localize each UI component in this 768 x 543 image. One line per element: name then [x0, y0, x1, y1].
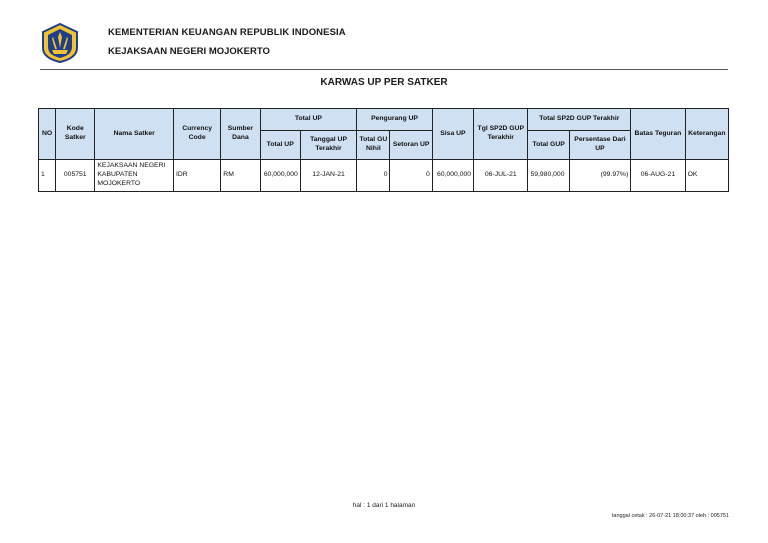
col-group-total-sp2d-gup: Total SP2D GUP Terakhir	[528, 109, 631, 131]
cell-total-gu-nihil: 0	[357, 160, 390, 192]
cell-no: 1	[39, 160, 56, 192]
col-header-sisa-up: Sisa UP	[432, 109, 473, 160]
col-header-currency-code: Currency Code	[173, 109, 220, 160]
org-name-ministry: KEMENTERIAN KEUANGAN REPUBLIK INDONESIA	[108, 27, 346, 38]
col-header-batas-teguran: Batas Teguran	[631, 109, 685, 160]
col-header-kode-satker: Kode Satker	[56, 109, 95, 160]
col-header-tgl-sp2d-gup: Tgl SP2D GUP Terakhir	[474, 109, 528, 160]
col-header-total-gu-nihil: Total GU Nihil	[357, 131, 390, 160]
col-header-sumber-dana: Sumber Dana	[221, 109, 260, 160]
cell-sumber-dana: RM	[221, 160, 260, 192]
col-header-total-up: Total UP	[260, 131, 300, 160]
cell-sisa-up: 60,000,000	[432, 160, 473, 192]
col-group-pengurang-up: Pengurang UP	[357, 109, 433, 131]
org-name-office: KEJAKSAAN NEGERI MOJOKERTO	[108, 46, 270, 57]
table-row	[39, 160, 729, 192]
report-title: KARWAS UP PER SATKER	[320, 77, 448, 88]
cell-persentase-dari-up: (99.97%)	[569, 160, 630, 192]
cell-keterangan: OK	[685, 160, 728, 192]
cell-tgl-sp2d-gup: 06-JUL-21	[474, 160, 528, 192]
kemenkeu-logo-icon	[40, 23, 80, 63]
cell-currency-code: IDR	[173, 160, 220, 192]
col-header-no: NO	[39, 109, 56, 160]
col-header-nama-satker: Nama Satker	[95, 109, 174, 160]
col-group-total-up: Total UP	[260, 109, 357, 131]
cell-kode-satker: 005751	[56, 160, 95, 192]
header-divider	[40, 69, 728, 70]
cell-setoran-up: 0	[390, 160, 432, 192]
col-header-setoran-up: Setoran UP	[390, 131, 432, 160]
cell-nama-satker: KEJAKSAAN NEGERI KABUPATEN MOJOKERTO	[95, 160, 174, 192]
page-info: hal : 1 dari 1 halaman	[352, 502, 416, 509]
col-header-tanggal-up-terakhir: Tanggal UP Terakhir	[300, 131, 356, 160]
col-header-keterangan: Keterangan	[685, 109, 728, 160]
col-header-persentase-dari-up: Persentase Dari UP	[569, 131, 630, 160]
karwas-up-table	[38, 108, 729, 192]
cell-total-up: 60,000,000	[260, 160, 300, 192]
cell-tanggal-up-terakhir: 12-JAN-21	[300, 160, 356, 192]
col-header-total-gup: Total GUP	[528, 131, 569, 160]
print-info: tanggal cetak : 26-07-21 18:00:37 oleh : 005751	[611, 513, 729, 519]
cell-total-gup: 59,980,000	[528, 160, 569, 192]
cell-batas-teguran: 06-AUG-21	[631, 160, 685, 192]
